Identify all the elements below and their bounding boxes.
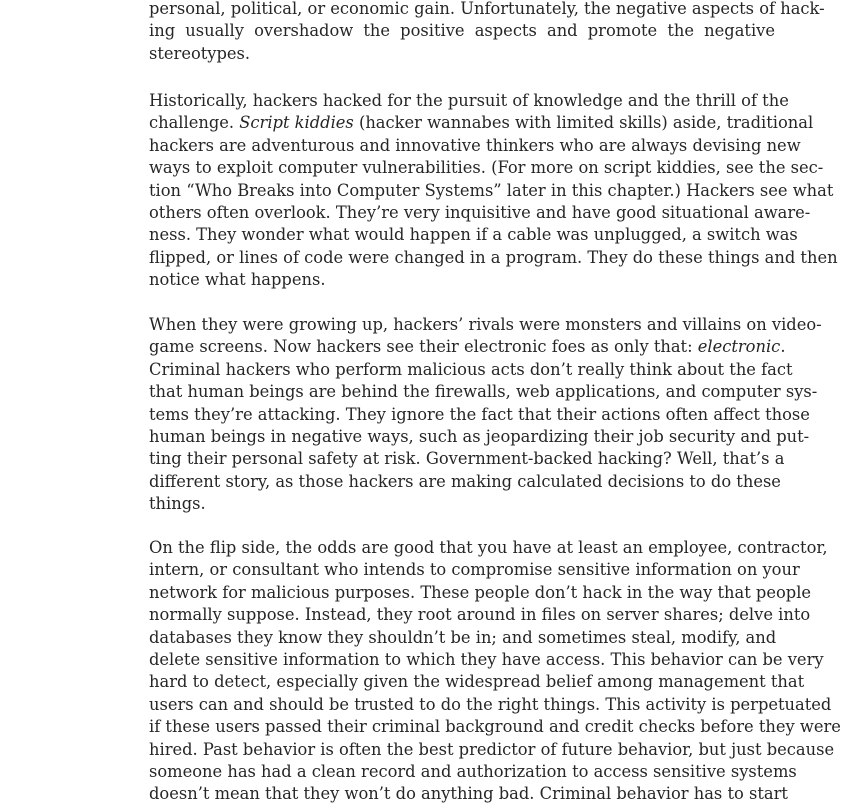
text-line	[149, 448, 785, 470]
text-run: On the flip side, the odds are good that you have at least an employee, contractor,	[149, 538, 828, 557]
text-run: ways to exploit computer vulnerabilities. (For more on script kiddies, see the sec-	[149, 158, 824, 178]
text-run: personal, political, or economic gain. Unfortunately, the negative aspects of hack-	[149, 0, 825, 18]
text-run: game screens. Now hackers see their electronic foes as only that:	[149, 337, 698, 357]
text-run: network for malicious purposes. These people don’t hack in the way that people	[149, 582, 812, 602]
text-line	[149, 202, 811, 224]
text-run: someone has had a clean record and authorization to access sensitive systems	[149, 761, 797, 781]
text-line	[149, 649, 824, 671]
text-run: stereotypes.	[149, 43, 251, 63]
text-run: tion “Who Breaks into Computer Systems” later in this chapter.) Hackers see what	[149, 180, 834, 200]
text-line	[149, 157, 824, 179]
text-run: Criminal hackers who perform malicious acts don’t really think about the fact	[149, 359, 793, 379]
text-line	[149, 694, 832, 716]
text-line	[149, 471, 781, 493]
text-line	[149, 247, 838, 269]
text-run: hired. Past behavior is often the best predictor of future behavior, but just because	[149, 739, 835, 759]
paragraph	[149, 314, 822, 516]
text-run: Historically, hackers hacked for the pursuit of knowledge and the thrill of the	[149, 91, 789, 110]
text-line	[149, 359, 793, 381]
text-line	[149, 761, 797, 783]
text-line	[149, 43, 775, 65]
text-run: users can and should be trusted to do the right things. This activity is perpetuated	[149, 694, 832, 714]
text-run: delete sensitive information to which they have access. This behavior can be very	[149, 649, 824, 669]
text-line	[149, 537, 828, 559]
text-run: databases they know they shouldn’t be in; and sometimes steal, modify, and	[149, 627, 777, 647]
text-line	[149, 604, 811, 626]
text-run: ting their personal safety at risk. Government-backed hacking? Well, that’s a	[149, 449, 785, 469]
text-run: different story, as those hackers are making calculated decisions to do these	[149, 471, 781, 491]
text-run: ing usually overshadow the positive aspects and promote the negative	[149, 21, 775, 41]
text-run: others often overlook. They’re very inquisitive and have good situational aware-	[149, 202, 811, 222]
text-run: that human beings are behind the firewalls, web applications, and computer sys-	[149, 382, 818, 402]
text-line	[149, 135, 801, 157]
text-line	[149, 739, 835, 761]
text-line	[149, 112, 814, 134]
text-line	[149, 180, 834, 202]
text-run: (hacker wannabes with limited skills) aside, traditional	[353, 113, 814, 133]
text-run: ness. They wonder what would happen if a cable was unplugged, a switch was	[149, 225, 798, 245]
text-run: .	[780, 337, 786, 357]
paragraph	[149, 537, 841, 806]
text-line	[149, 20, 775, 42]
text-line	[149, 90, 789, 112]
paragraph	[149, 0, 825, 65]
text-run: doesn’t mean that they won’t do anything bad. Criminal behavior has to start	[149, 784, 788, 804]
text-run: intern, or consultant who intends to compromise sensitive information on your	[149, 560, 800, 580]
text-line	[149, 559, 800, 581]
text-line	[149, 314, 822, 336]
text-line	[149, 426, 810, 448]
text-line	[149, 336, 786, 358]
text-line	[149, 224, 798, 246]
text-line	[149, 493, 775, 515]
text-line	[149, 783, 788, 805]
italic-term: Script kiddies	[239, 113, 354, 133]
text-line	[149, 671, 805, 693]
text-run: if these users passed their criminal background and credit checks before they were	[149, 717, 841, 737]
text-line	[149, 269, 775, 291]
text-run: normally suppose. Instead, they root around in files on server shares; delve into	[149, 605, 811, 625]
text-line	[149, 0, 825, 20]
text-run: flipped, or lines of code were changed in a program. They do these things and then	[149, 247, 838, 267]
text-line	[149, 582, 812, 604]
text-run: tems they’re attacking. They ignore the fact that their actions often affect those	[149, 404, 810, 424]
text-run: things.	[149, 494, 206, 514]
text-run: hackers are adventurous and innovative thinkers who are always devising new	[149, 135, 801, 155]
text-line	[149, 381, 818, 403]
text-run: hard to detect, especially given the widespread belief among management that	[149, 672, 805, 692]
italic-term: electronic	[697, 337, 781, 357]
text-run: human beings in negative ways, such as jeopardizing their job security and put-	[149, 426, 810, 446]
text-line	[149, 404, 810, 426]
paragraph	[149, 90, 838, 292]
text-line	[149, 716, 841, 738]
text-run: When they were growing up, hackers’ rivals were monsters and villains on video-	[149, 315, 822, 334]
text-run: challenge.	[149, 113, 240, 133]
text-run: notice what happens.	[149, 270, 326, 290]
text-line	[149, 627, 775, 649]
